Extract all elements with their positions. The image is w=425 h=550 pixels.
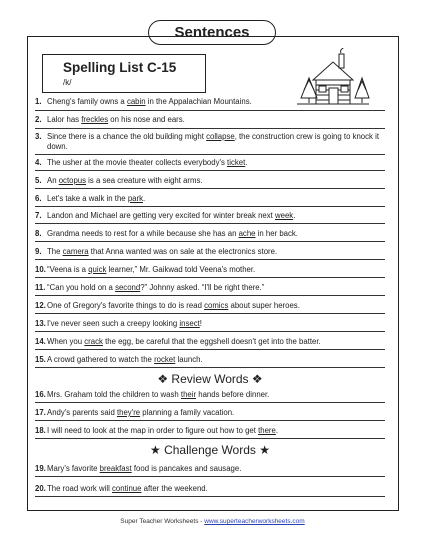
divider [35,402,385,403]
footer-label: Super Teacher Worksheets - [120,518,205,525]
sentence-16: 16. Mrs. Graham told the children to wash their hands before dinner. [35,390,270,399]
spelling-word: rocket [154,355,176,364]
sentence-20: 20. The road work will continue after the weekend. [35,484,208,493]
divider [35,154,385,155]
sentence-10: 10. “Veena is a quick learner,” Mr. Gaikwad told Veena's mother. [35,265,256,274]
divider [35,128,385,129]
spelling-word: comics [204,301,229,310]
divider [35,170,385,171]
divider [35,295,385,296]
sentence-6: 6. Let's take a walk in the park. [35,194,146,203]
spelling-word: freckles [81,115,109,124]
spelling-word: ache [238,229,256,238]
divider [35,241,385,242]
sentence-4: 4. The usher at the movie theater collects everybody's ticket. [35,158,248,167]
spelling-list-box [42,54,206,93]
challenge-words-heading: ★ Challenge Words ★ [149,443,270,457]
divider [35,420,385,421]
divider [35,349,385,350]
spelling-sound: /k/ [63,78,72,87]
spelling-word: collapse [206,132,235,141]
spelling-word: continue [112,484,142,493]
sentence-15: 15. A crowd gathered to watch the rocket launch. [35,355,203,364]
sentence-11: 11. “Can you hold on a second?” Johnny asked. “I'll be right there.” [35,283,265,292]
divider [35,313,385,314]
divider [35,367,385,368]
divider [35,259,385,260]
sentence-8: 8. Grandma needs to rest for a while because she has an ache in her back. [35,229,298,238]
spelling-word: insect [179,319,200,328]
footer-link[interactable]: www.superteacherworksheets.com [204,518,305,525]
spelling-word: quick [88,265,107,274]
spelling-word: second [115,283,141,292]
sentence-17: 17. Andy's parents said they're planning a family vacation. [35,408,235,417]
spelling-word: there [258,426,276,435]
divider [35,476,385,477]
spelling-word: octopus [58,176,87,185]
divider [35,110,385,111]
spelling-word: breakfast [99,464,132,473]
spelling-word: camera [62,247,89,256]
divider [35,438,385,439]
divider [35,496,385,497]
divider [35,331,385,332]
sentence-13: 13. I've never seen such a creepy looking insect! [35,319,202,328]
spelling-word: crack [84,337,103,346]
sentence-2: 2. Lalor has freckles on his nose and ears. [35,115,185,124]
spelling-word: ticket [227,158,246,167]
sentence-3: 3. Since there is a chance the old building might collapse, the construction crew is going to knock it down. [35,132,379,151]
review-words-heading: ❖ Review Words ❖ [157,372,263,386]
page-title: Sentences [148,20,276,45]
divider [35,223,385,224]
sentence-18: 18. I will need to look at the map in order to figure out how to get there. [35,426,279,435]
spelling-word: their [180,390,197,399]
spelling-word: park [127,194,143,203]
spelling-word: they're [116,408,141,417]
divider [35,277,385,278]
spelling-word: week [274,211,294,220]
sentence-5: 5. An octopus is a sea creature with eight arms. [35,176,203,185]
sentence-19: 19. Mary's favorite breakfast food is pancakes and sausage. [35,464,242,473]
footer [0,518,425,525]
sentence-12: 12. One of Gregory's favorite things to do is read comics about super heroes. [35,301,300,310]
spelling-word: cabin [126,97,146,106]
sentence-9: 9. The camera that Anna wanted was on sale at the electronics store. [35,247,278,256]
sentence-7: 7. Landon and Michael are getting very excited for winter break next week. [35,211,296,220]
divider [35,188,385,189]
spelling-list-title: Spelling List C-15 [63,60,177,75]
divider [35,206,385,207]
sentence-1: 1. Cheng's family owns a cabin in the Appalachian Mountains. [35,97,252,106]
sentence-14: 14. When you crack the egg, be careful that the eggshell doesn't get into the batter. [35,337,321,346]
